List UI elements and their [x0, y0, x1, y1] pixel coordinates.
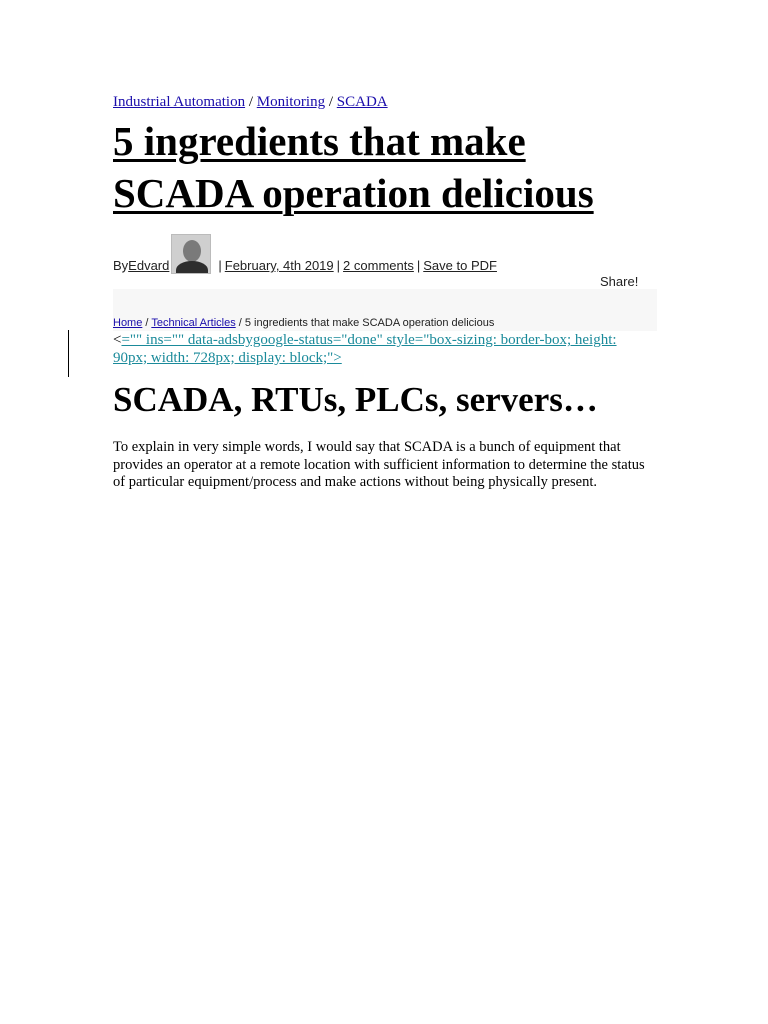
article-title[interactable] — [113, 115, 673, 219]
text-cursor — [68, 330, 69, 377]
save-pdf-link[interactable]: Save to PDF — [423, 258, 497, 273]
category-link-industrial-automation[interactable]: Industrial Automation — [113, 94, 246, 110]
author-link[interactable]: Edvard — [128, 258, 170, 273]
byline-prefix: By — [113, 258, 129, 273]
breadcrumb-home[interactable]: Home — [113, 317, 143, 329]
breadcrumb — [113, 317, 494, 329]
byline-separator: | — [416, 258, 421, 273]
breadcrumb-technical-articles[interactable]: Technical Articles — [151, 317, 236, 329]
category-separator: / — [325, 94, 337, 110]
ad-markup-fragment — [113, 331, 643, 367]
category-separator: / — [245, 94, 257, 110]
avatar-body-shape — [176, 261, 208, 274]
article-byline — [113, 232, 497, 274]
share-label[interactable]: Share! — [600, 274, 639, 289]
date-link[interactable]: February, 4th 2019 — [224, 258, 334, 273]
category-link-monitoring[interactable]: Monitoring — [256, 94, 326, 110]
category-links — [113, 93, 388, 111]
avatar-head-shape — [183, 240, 201, 262]
breadcrumb-current: 5 ingredients that make SCADA operation delicious — [244, 317, 495, 329]
breadcrumb-separator: / — [235, 317, 245, 329]
ad-fragment-prefix: < — [113, 332, 122, 348]
ad-fragment-link[interactable]: ="" ins="" data-adsbygoogle-status="done" style="box-sizing: border-box; height: 90px; width: 728px; display: block;"> — [113, 332, 617, 366]
author-avatar[interactable] — [171, 234, 211, 274]
article-title-line-1[interactable]: 5 ingredients that make — [113, 118, 526, 164]
breadcrumb-separator: / — [142, 317, 152, 329]
intro-paragraph: To explain in very simple words, I would say that SCADA is a bunch of equipment that provides an operator at a remote location with sufficient information to determine the status of particular equipment/process and make actions without being physically present. — [113, 439, 645, 490]
category-link-scada[interactable]: SCADA — [336, 94, 388, 110]
section-heading: SCADA, RTUs, PLCs, servers… — [113, 380, 598, 419]
byline-separator: | — [336, 258, 341, 273]
article-title-line-2[interactable]: SCADA operation delicious — [113, 170, 594, 216]
byline-separator: | — [218, 258, 222, 273]
comments-link[interactable]: 2 comments — [343, 258, 414, 273]
